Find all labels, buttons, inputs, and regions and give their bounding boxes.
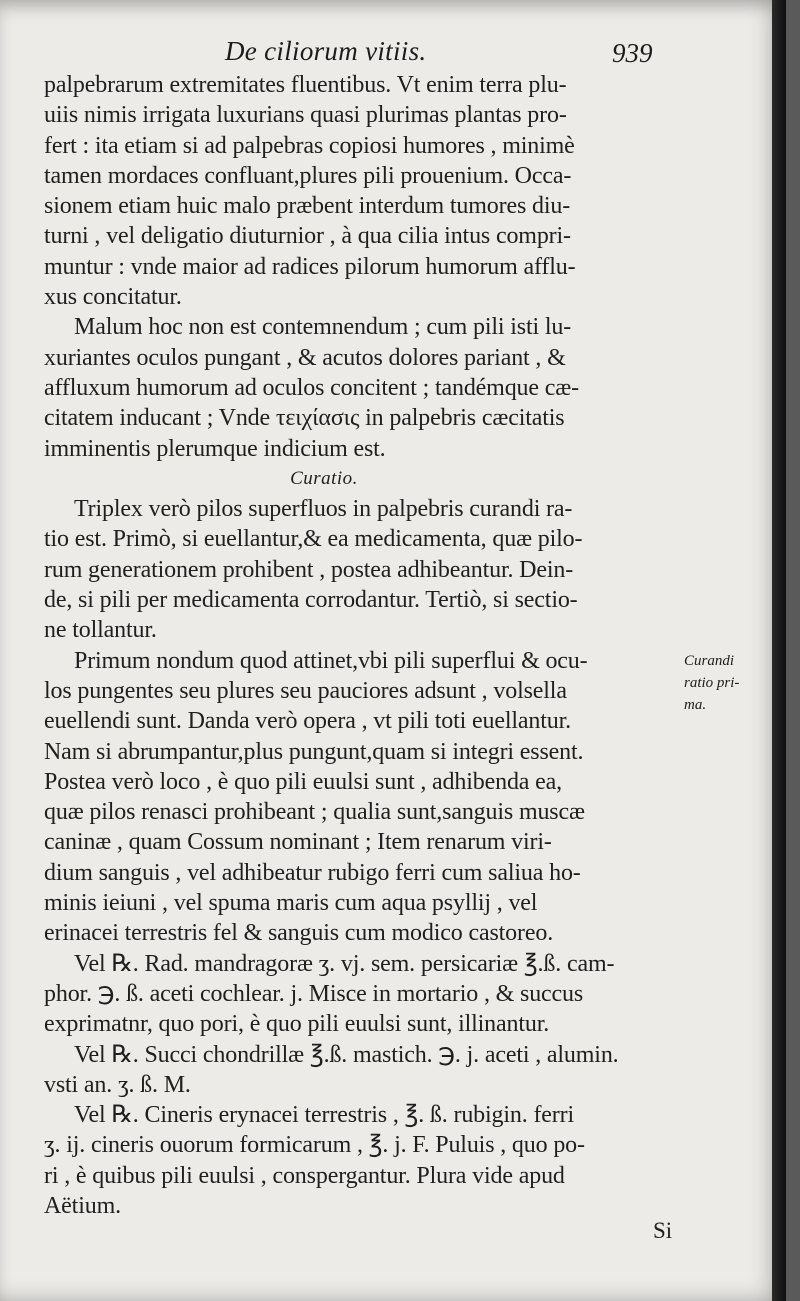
text-line: de, si pili per medicamenta corrodantur. Tertiò, si sectio- bbox=[44, 587, 578, 614]
text-line: tamen mordaces confluant,plures pili prouenium. Occa- bbox=[44, 162, 572, 189]
recipe-paragraph bbox=[44, 949, 680, 1040]
text-line: Vel ℞. Rad. mandragoræ ʒ. vj. sem. persicariæ ℥.ß. cam- bbox=[74, 950, 615, 977]
text-line: ne tollantur. bbox=[44, 617, 157, 644]
text-line: xuriantes oculos pungant , & acutos dolores pariant , & bbox=[44, 344, 566, 371]
text-line: citatem inducant ; Vnde τειχίασις in palpebris cæcitatis bbox=[44, 405, 565, 432]
margin-note-line: Curandi bbox=[684, 653, 735, 669]
text-line: uiis nimis irrigata luxurians quasi plurimas plantas pro- bbox=[44, 102, 567, 129]
recipe-paragraph bbox=[44, 1040, 680, 1101]
text-line: fert : ita etiam si ad palpebras copiosi humores , minimè bbox=[44, 132, 575, 159]
text-line: affluxum humorum ad oculos concitent ; tandémque cæ- bbox=[44, 374, 579, 401]
section-subheading: Curatio. bbox=[290, 467, 358, 489]
margin-note-line: ratio pri- bbox=[684, 675, 740, 691]
text-line: turni , vel deligatio diuturnior , à qua cilia intus compri- bbox=[44, 223, 571, 250]
text-line: Malum hoc non est contemnendum ; cum pili isti lu- bbox=[74, 314, 572, 341]
text-line: minis ieiuni , vel spuma maris cum aqua psyllij , vel bbox=[44, 890, 538, 917]
text-line: palpebrarum extremitates fluentibus. Vt enim terra plu- bbox=[44, 72, 567, 98]
text-line: sionem etiam huic malo præbent interdum tumores diu- bbox=[44, 193, 571, 220]
body-text bbox=[44, 70, 680, 1221]
text-line: Aëtium. bbox=[44, 1192, 121, 1219]
text-line: euellendi sunt. Danda verò opera , vt pili toti euellantur. bbox=[44, 708, 572, 735]
text-line: xus concitatur. bbox=[44, 284, 182, 311]
text-line: ri , è quibus pili euulsi , conspergantur. Plura vide apud bbox=[44, 1162, 565, 1189]
text-line: caninæ , quam Cossum nominant ; Item renarum viri- bbox=[44, 829, 552, 856]
paragraph bbox=[44, 646, 680, 949]
text-line: tio est. Primò, si euellantur,& ea medicamenta, quæ pilo- bbox=[44, 526, 583, 553]
text-line: Postea verò loco , è quo pili euulsi sunt , adhibenda ea, bbox=[44, 768, 562, 795]
margin-note-line: ma. bbox=[684, 697, 707, 713]
text-line: ʒ. ij. cineris ouorum formicarum , ℥. j. F. Puluis , quo po- bbox=[44, 1132, 585, 1159]
text-line: los pungentes seu plures seu pauciores adsunt , volsella bbox=[44, 677, 567, 704]
text-line: erinacei terrestris fel & sanguis cum modico castoreo. bbox=[44, 920, 554, 947]
text-line: Vel ℞. Succi chondrillæ ℥.ß. mastich. ℈. j. aceti , alumin. bbox=[74, 1041, 619, 1068]
text-line: vsti an. ʒ. ß. M. bbox=[44, 1071, 191, 1098]
page-number: 939 bbox=[612, 38, 653, 68]
text-line: muntur : vnde maior ad radices pilorum humorum afflu- bbox=[44, 253, 576, 280]
paragraph bbox=[44, 70, 680, 312]
text-line: exprimatnr, quo pori, è quo pili euulsi sunt, illinantur. bbox=[44, 1011, 550, 1038]
text-line: quæ pilos renasci prohibeant ; qualia sunt,sanguis muscæ bbox=[44, 799, 585, 826]
text-line: Nam si abrumpantur,plus pungunt,quam si integri essent. bbox=[44, 738, 584, 765]
text-line: Primum nondum quod attinet,vbi pili superflui & ocu- bbox=[74, 647, 588, 674]
text-line: rum generationem prohibent , postea adhibeantur. Dein- bbox=[44, 556, 574, 583]
text-line: dium sanguis , vel adhibeatur rubigo ferri cum saliua ho- bbox=[44, 859, 581, 886]
paragraph bbox=[44, 494, 680, 645]
catchword: Si bbox=[653, 1218, 673, 1243]
recipe-paragraph bbox=[44, 1100, 680, 1221]
text-line: Triplex verò pilos superfluos in palpebris curandi ra- bbox=[74, 496, 573, 523]
text-line: phor. ℈. ß. aceti cochlear. j. Misce in mortario , & succus bbox=[44, 980, 584, 1007]
text-line: Vel ℞. Cineris erynacei terrestris , ℥. ß. rubigin. ferri bbox=[74, 1102, 575, 1129]
text-line: imminentis plerumque indicium est. bbox=[44, 435, 386, 462]
running-head bbox=[0, 32, 700, 72]
running-head-title: De ciliorum vitiis. bbox=[225, 36, 427, 66]
margin-note bbox=[684, 650, 784, 716]
paragraph bbox=[44, 312, 680, 463]
